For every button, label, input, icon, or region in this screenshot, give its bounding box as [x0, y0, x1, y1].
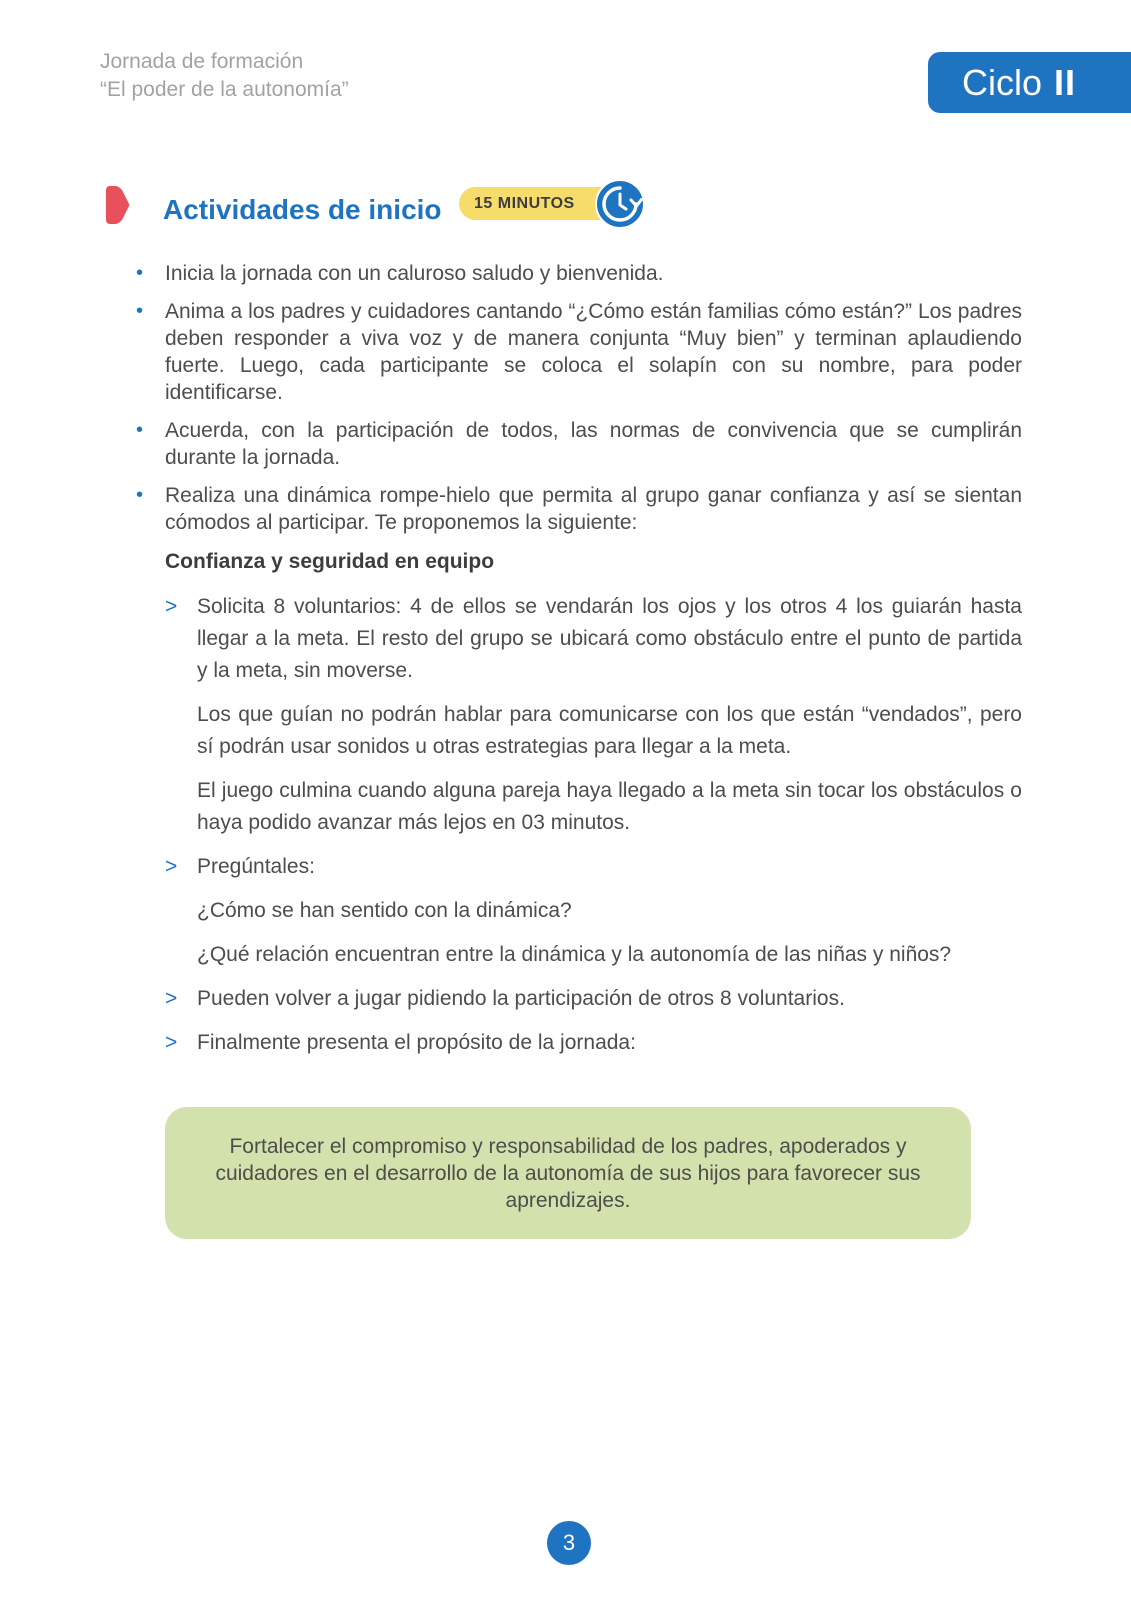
bullet-text: Anima a los padres y cuidadores cantando “¿Cómo están familias cómo están?” Los padres deben responder a viva voz y de manera conjunta “Muy bien” y terminan aplaudiendo fuerte. Luego, cada participante se coloca el solapín con su nombre, para poder identificarse.	[165, 300, 1022, 404]
bullet-text: Acuerda, con la participación de todos, las normas de convivencia que se cumplirán durante la jornada.	[165, 419, 1022, 469]
purpose-text: Fortalecer el compromiso y responsabilidad de los padres, apoderados y cuidadores en el desarrollo de la autonomía de sus hijos para favorecer sus aprendizajes.	[215, 1134, 921, 1212]
header-line-2: “El poder de la autonomía”	[100, 78, 349, 101]
step-detail: ¿Cómo se han sentido con la dinámica?	[197, 899, 572, 922]
list-item	[136, 417, 1022, 471]
bullet-icon: •	[136, 419, 144, 441]
step-text: Pueden volver a jugar pidiendo la participación de otros 8 voluntarios.	[197, 987, 845, 1010]
list-item	[165, 983, 1022, 1015]
duration-badge: 15 MINUTOS	[459, 187, 609, 220]
ciclo-label: Ciclo	[962, 61, 1043, 103]
list-item	[136, 298, 1022, 406]
bullet-icon: •	[136, 300, 144, 322]
step-detail: Los que guían no podrán hablar para comunicarse con los que están “vendados”, pero sí podrán usar sonidos u otras estrategias para llegar a la meta.	[197, 703, 1022, 758]
arrow-icon: >	[165, 987, 178, 1010]
bullet-icon: •	[136, 262, 144, 284]
play-marker-icon	[106, 184, 130, 226]
list-item	[136, 260, 1022, 287]
list-item	[136, 482, 1022, 536]
bullet-icon: •	[136, 484, 144, 506]
step-text: Finalmente presenta el propósito de la jornada:	[197, 1031, 636, 1054]
list-item	[165, 591, 1022, 839]
step-text: Pregúntales:	[197, 855, 315, 878]
arrow-icon: >	[165, 1031, 178, 1054]
activity-steps	[165, 591, 1022, 1059]
purpose-box	[165, 1107, 971, 1239]
ciclo-number: II	[1054, 61, 1077, 103]
bullet-list	[136, 260, 1022, 536]
step-detail: ¿Qué relación encuentran entre la dinámica y la autonomía de las niñas y niños?	[197, 943, 952, 966]
ciclo-tab	[928, 52, 1131, 113]
list-item	[165, 851, 1022, 971]
bullet-text: Inicia la jornada con un caluroso saludo y bienvenida.	[165, 262, 664, 285]
step-detail: El juego culmina cuando alguna pareja haya llegado a la meta sin tocar los obstáculos o haya podido avanzar más lejos en 03 minutos.	[197, 779, 1022, 834]
main-content	[136, 260, 1022, 1071]
bullet-text: Realiza una dinámica rompe-hielo que permita al grupo ganar confianza y así se sientan cómodos al participar. Te proponemos la siguiente:	[165, 484, 1022, 534]
arrow-icon: >	[165, 855, 178, 878]
list-item	[165, 1027, 1022, 1059]
activity-title: Confianza y seguridad en equipo	[165, 550, 495, 573]
header-line-1: Jornada de formación	[100, 50, 304, 73]
arrow-icon: >	[165, 595, 178, 618]
clock-icon	[593, 177, 647, 231]
section-title: Actividades de inicio	[163, 194, 442, 225]
step-text: Solicita 8 voluntarios: 4 de ellos se vendarán los ojos y los otros 4 los guiarán hasta llegar a la meta. El resto del grupo se ubicará como obstáculo entre el punto de partida y la meta, sin moverse.	[197, 595, 1022, 682]
page-number: 3	[547, 1521, 591, 1565]
document-header	[100, 48, 349, 104]
